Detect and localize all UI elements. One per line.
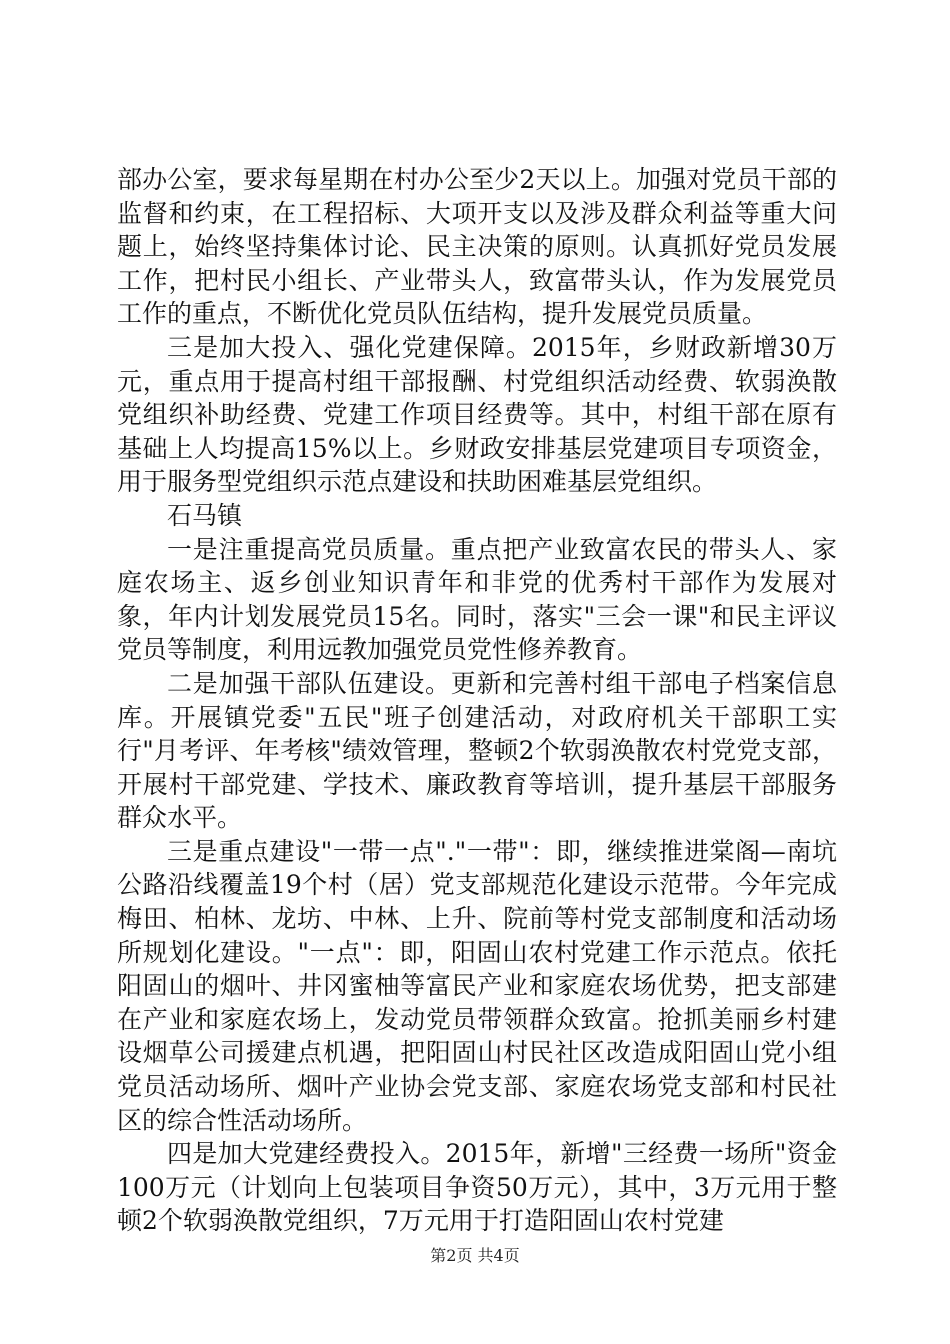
document-body [117,163,837,1238]
section-heading-shima-town: 石马镇 [167,500,243,530]
paragraph-continuation: 部办公室，要求每星期在村办公至少2天以上。加强对党员干部的监督和约束，在工程招标、大项开支以及涉及群众利益等重大问题上，始终坚持集体讨论、民主决策的原则。认真抓好党员发展工作，把村民小组长、产业带头人，致富带头认，作为发展党员工作的重点，不断优化党员队伍结构，提升发展党员质量。 [117,165,837,329]
paragraph-cadre-team: 二是加强干部队伍建设。更新和完善村组干部电子档案信息库。开展镇党委"五民"班子创建活动，对政府机关干部职工实行"月考评、年考核"绩效管理，整顿2个软弱涣散农村党党支部，开展村干部党建、学技术、廉政教育等培训，提升基层干部服务群众水平。 [117,668,837,833]
page-number-footer: 第2页 共4页 [430,1246,520,1265]
paragraph-investment: 四是加大党建经费投入。2015年，新增"三经费一场所"资金100万元（计划向上包装项目争资50万元），其中，3万元用于整顿2个软弱涣散党组织，7万元用于打造阳固山农村党建 [117,1139,837,1236]
paragraph-member-quality: 一是注重提高党员质量。重点把产业致富农民的带头人、家庭农场主、返乡创业知识青年和非党的优秀村干部作为发展对象，年内计划发展党员15名。同时，落实"三会一课"和民主评议党员等制度，利用远教加强党员党性修养教育。 [117,534,837,665]
paragraph-belt-point: 三是重点建设"一带一点"."一带"：即，继续推进棠阁—南坑公路沿线覆盖19个村（居）党支部规范化建设示范带。今年完成梅田、柏林、龙坊、中林、上升、院前等村党支部制度和活动场所规划化建设。"一点"：即，阳固山农村党建工作示范点。依托阳固山的烟叶、井冈蜜柚等富民产业和家庭农场优势，把支部建在产业和家庭农场上，发动党员带领群众致富。抢抓美丽乡村建设烟草公司援建点机遇，把阳固山村民社区改造成阳固山党小组党员活动场所、烟叶产业协会党支部、家庭农场党支部和村民社区的综合性活动场所。 [117,836,837,1135]
paragraph-funding: 三是加大投入、强化党建保障。2015年，乡财政新增30万元，重点用于提高村组干部报酬、村党组织活动经费、软弱涣散党组织补助经费、党建工作项目经费等。其中，村组干部在原有基础上人均提高15%以上。乡财政安排基层党建项目专项资金，用于服务型党组织示范点建设和扶助困难基层党组织。 [117,332,837,497]
